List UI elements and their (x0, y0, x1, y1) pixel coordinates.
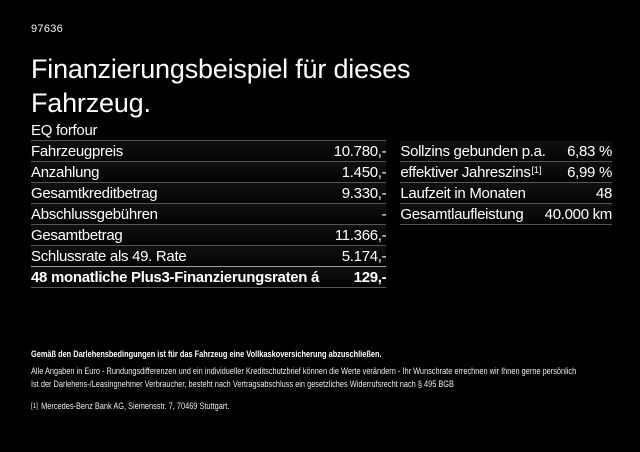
table-row-gesamtbetrag (31, 225, 386, 246)
row-label: 48 monatliche Plus3-Finanzierungsraten á (31, 268, 320, 286)
footnote-disclaimer-2: Ist der Darlehens-/Leasingnehmer Verbraucher, besteht nach Vertragsabschluss ein gesetzliches Widerrufsrecht nach § 495 BGB (31, 379, 454, 389)
row-value: 6,99 % (567, 163, 612, 181)
row-value: 9.330,- (341, 184, 387, 202)
table-row-anzahlung (31, 162, 386, 183)
table-row-schlussrate (31, 246, 386, 267)
row-value: - (381, 205, 387, 223)
row-label: Laufzeit in Monaten (400, 184, 526, 202)
page-title (31, 52, 612, 120)
table-row-laufzeit (400, 183, 612, 204)
row-value: 40.000 km (544, 205, 612, 223)
row-label: Abschlussgebühren (31, 205, 158, 223)
table-row-fahrzeugpreis (31, 141, 386, 162)
table-row-jahreszins (400, 162, 612, 183)
model-name: EQ forfour (31, 121, 98, 139)
row-value: 129,- (353, 268, 387, 286)
footnote-insurance: Gemäß den Darlehensbedingungen ist für das Fahrzeug eine Vollkaskoversicherung abzuschließen. (31, 349, 382, 359)
table-row-gesamtkreditbetrag (31, 183, 386, 204)
footnote-superscript-marker: [1] (531, 164, 542, 175)
cost-table (31, 120, 386, 288)
footnotes-section (31, 348, 612, 413)
terms-table (400, 141, 612, 225)
row-label: Anzahlung (31, 163, 100, 181)
row-value: 10.780,- (333, 142, 387, 160)
table-row-monthly-rate (31, 266, 386, 288)
footnote-ref-text: Mercedes-Benz Bank AG, Siemensstr. 7, 70469 Stuttgart. (41, 401, 230, 411)
row-label: Gesamtkreditbetrag (31, 184, 158, 202)
table-row-sollzins (400, 141, 612, 162)
row-value: 5.174,- (341, 247, 387, 265)
row-label: Schlussrate als 49. Rate (31, 247, 187, 265)
page-title-line2: Fahrzeug. (31, 88, 151, 118)
row-value: 48 (595, 184, 612, 202)
row-value: 1.450,- (341, 163, 387, 181)
vehicle-id: 97636 (31, 23, 64, 35)
footnote-bank-reference (31, 400, 507, 413)
table-row-abschlussgebuehren (31, 204, 386, 225)
row-label-text: effektiver Jahreszins (400, 163, 531, 181)
row-value: 6,83 % (567, 142, 612, 160)
table-row-laufleistung (400, 204, 612, 225)
row-label: Gesamtlaufleistung (400, 205, 524, 223)
row-value: 11.366,- (334, 226, 387, 244)
row-label (400, 164, 541, 181)
footnote-ref-marker: [1] (31, 401, 38, 410)
row-label: Sollzins gebunden p.a. (400, 142, 546, 160)
page-title-line1: Finanzierungsbeispiel für dieses (31, 54, 411, 84)
row-label: Fahrzeugpreis (31, 142, 123, 160)
financing-tables (31, 120, 612, 288)
model-name-row (31, 120, 386, 141)
row-label: Gesamtbetrag (31, 226, 123, 244)
footnote-disclaimer-1: Alle Angaben in Euro - Rundungsdifferenzen und ein individueller Kreditschutzbrief können die Werte verändern - Ihr Wunschrate errechnen wir Ihnen gerne persönlich (31, 366, 577, 376)
